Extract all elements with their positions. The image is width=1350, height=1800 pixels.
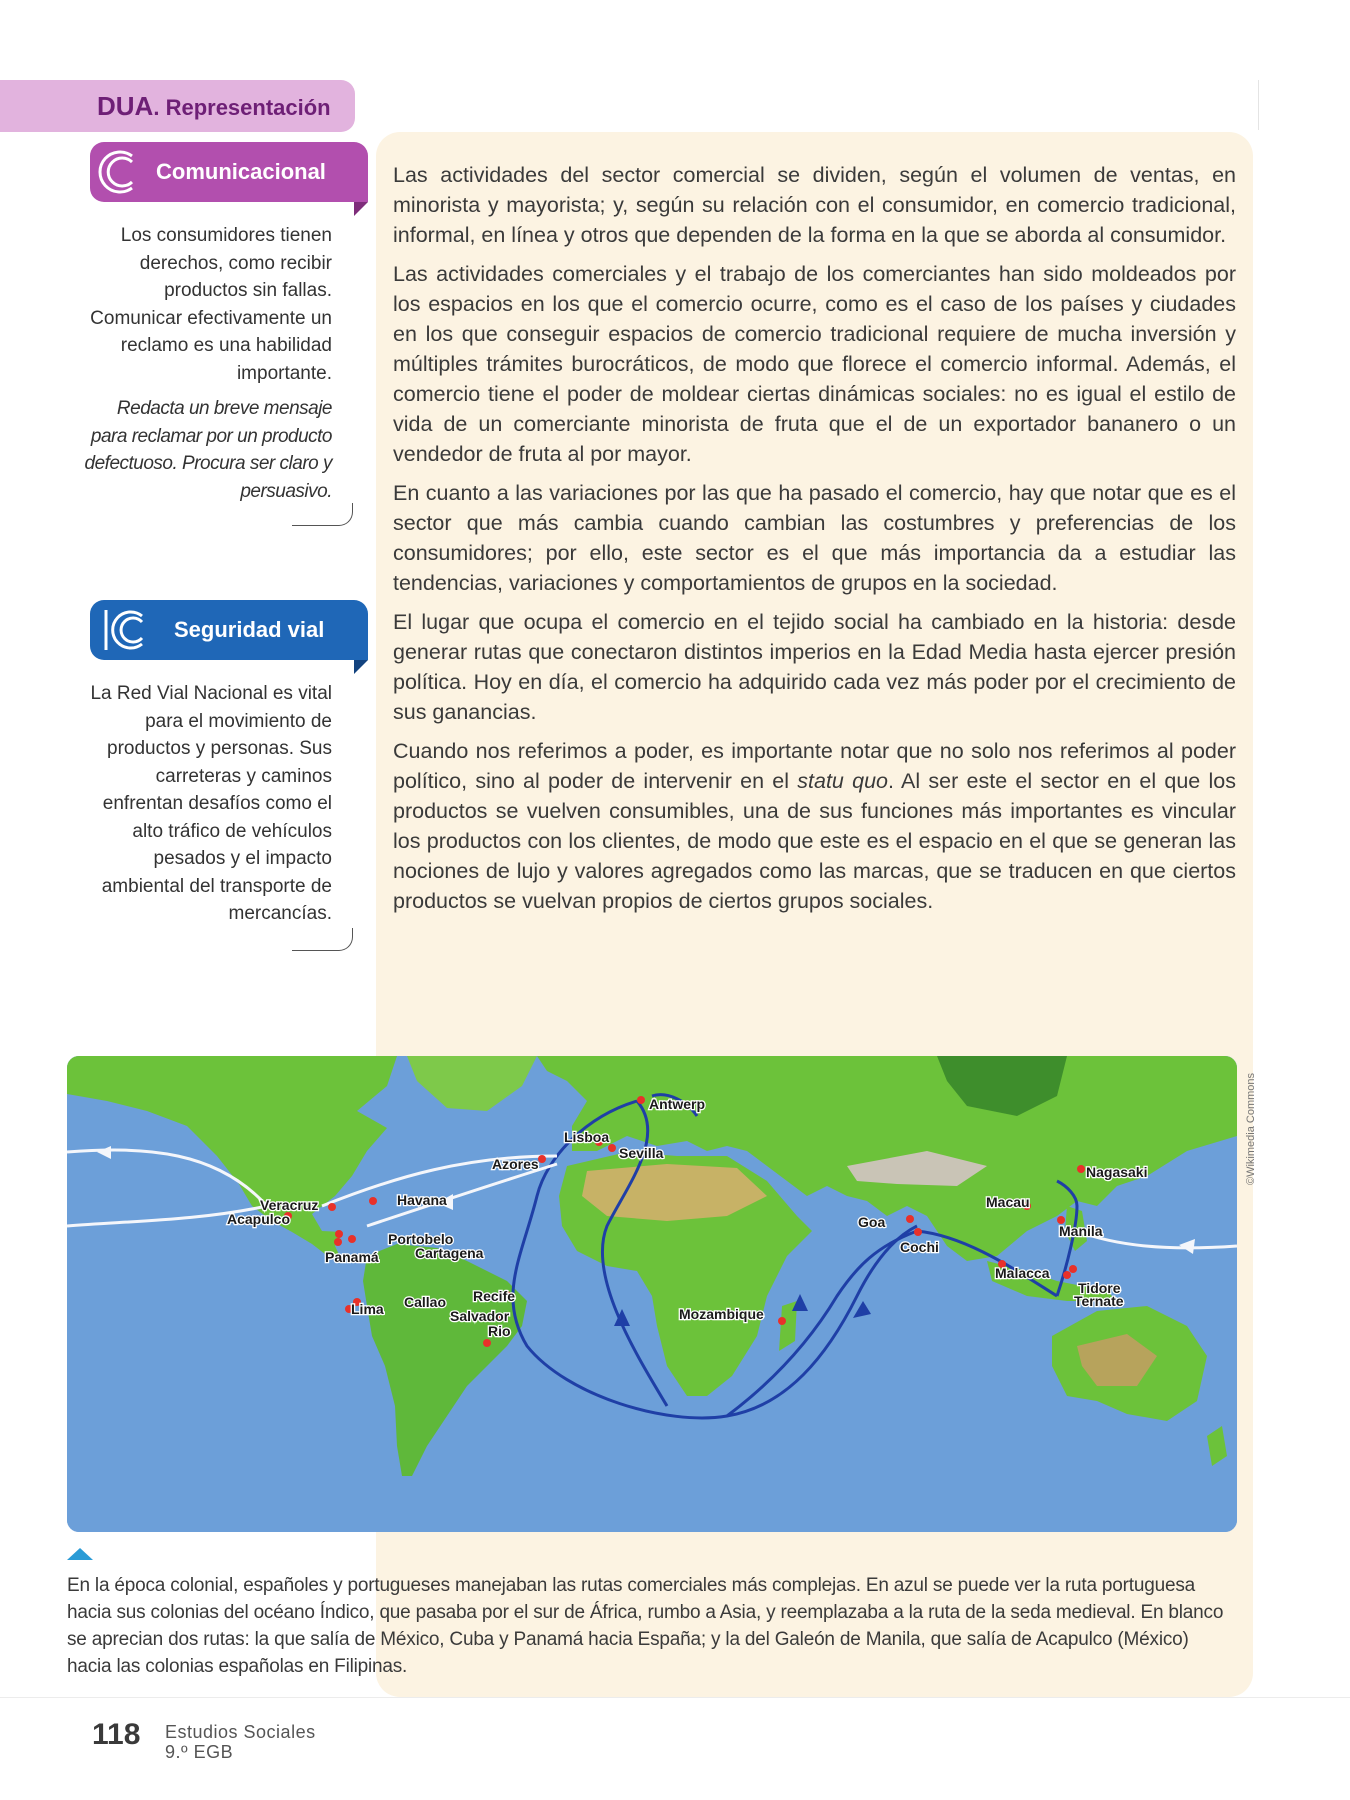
seguridad-vial-text [80,680,332,928]
seguridad-vial-emblem-icon [92,600,150,660]
port-mozambique [778,1317,786,1325]
paragraph-4: El lugar que ocupa el comercio en el tejido social ha cambiado en la historia: desde generar rutas que conectaron distintos imperios en la Edad Media hasta ejercer presión política. Hoy en día, el comercio ha adquirido cada vez más poder por el crecimiento de sus ganancias. [393,610,1236,724]
seguridad-vial-bracket-line [292,928,353,951]
paragraph-3: En cuanto a las variaciones por las que ha pasado el comercio, hay que notar que es el sector que más cambia cuando cambian las costumbres y preferencias de los consumidores; por ello, este sector es el que más importancia da a estudiar las tendencias, variaciones y comportamientos de grupos en la sociedad. [393,481,1236,595]
port-goa [906,1215,914,1223]
comunicacional-badge [90,142,368,202]
label-goa: Goa [858,1214,886,1230]
port-antwerp [637,1096,645,1104]
page-number: 118 [92,1718,141,1751]
label-cochi: Cochi [900,1239,939,1255]
port-cochi [914,1228,922,1236]
paragraph-1: Las actividades del sector comercial se dividen, según el volumen de ventas, en minorista y mayorista; y, según su relación con el consumidor, en comercio tradicional, informal, en línea y otros que dependen de la forma en la que se aborda al consumidor. [393,163,1236,247]
label-ternate: Ternate [1074,1293,1124,1309]
statu-quo-term: statu quo [797,769,889,793]
comunicacional-text [80,222,332,505]
paragraph-2: Las actividades comerciales y el trabajo de los comerciantes han sido moldeados por los espacios en los que el comercio ocurre, como es el caso de los países y ciudades en los que conseguir espacios de comercio tradicional requiere de mucha inversión y múltiples trámites burocráticos, de modo que florece el comercio informal. Además, el comercio tiene el poder de moldear ciertas dinámicas sociales: no es igual el estilo de vida de un comerciante minorista de fruta que el de un exportador bananero o un vendedor de fruta al por mayor. [393,262,1236,466]
paragraph-5 [393,736,1236,916]
label-tidore: Tidore [1078,1280,1121,1296]
comunicacional-title: Comunicacional [156,159,326,184]
caption-marker-icon [67,1548,93,1560]
paragraph-5-end: . Al ser este el sector en el que los productos se vuelven consumibles, una de sus funciones más importantes es vincular los productos con los clientes, de modo que este es el espacio en el que se generan las nociones de lujo y valores agregados como las marcas, que se traducen en que ciertos productos se vuelvan propios de ciertos grupos sociales. [393,769,1236,913]
port-veracruz [328,1203,336,1211]
label-panama: Panamá [325,1249,379,1265]
label-lisboa: Lisboa [564,1129,610,1145]
label-mozambique: Mozambique [679,1306,764,1322]
seguridad-vial-paragraph: La Red Vial Nacional es vital para el movimiento de productos y personas. Sus carreteras y caminos enfrentan desafíos como el alto tráfico de vehículos pesados y el impacto ambiental del transporte de mercancías. [90,683,332,924]
image-credit-text: ©Wikimedia Commons [1245,1072,1257,1185]
footer-subject [165,1722,316,1762]
label-acapulco: Acapulco [227,1211,291,1227]
footer-rule [0,1697,1350,1698]
label-rio: Rio [488,1323,511,1339]
label-portobelo: Portobelo [388,1231,454,1247]
grade-label: 9.º EGB [165,1742,234,1762]
label-veracruz: Veracruz [260,1197,319,1213]
port-ternate [1063,1271,1071,1279]
seguridad-vial-badge-fold [354,660,368,674]
port-azores [538,1155,546,1163]
port-havana [369,1197,377,1205]
subject-name: Estudios Sociales [165,1722,316,1742]
label-macau: Macau [986,1194,1030,1210]
label-nagasaki: Nagasaki [1086,1164,1148,1180]
label-callao: Callao [404,1294,447,1310]
label-recife: Recife [473,1288,516,1304]
label-azores: Azores [492,1156,539,1172]
comunicacional-paragraph: Los consumidores tienen derechos, como recibir productos sin fallas. Comunicar efectivamente un reclamo es una habilidad importante. [90,225,332,384]
main-body-text [393,160,1236,925]
seguridad-vial-badge [90,600,368,660]
dua-suffix: . Representación [153,95,331,120]
image-credit [1232,1050,1292,1190]
port-tidore [1069,1265,1077,1273]
label-malacca: Malacca [995,1265,1050,1281]
port-rio [483,1339,491,1347]
label-salvador: Salvador [450,1308,510,1324]
port-cartagena [348,1235,356,1243]
port-panama [334,1238,342,1246]
comunicacional-activity: Redacta un breve mensaje para reclamar por un producto defectuoso. Procura ser claro y persuasivo. [84,398,332,502]
top-right-rule [1258,80,1259,130]
label-havana: Havana [397,1192,447,1208]
label-manila: Manila [1059,1223,1103,1239]
port-portobelo [335,1230,343,1238]
dua-label: DUA [97,91,154,121]
paragraph-5-start: Cuando nos referimos a poder, es importante notar que no solo nos referimos al poder político, sino al poder de intervenir en el [393,739,1236,793]
port-sevilla [608,1144,616,1152]
port-nagasaki [1077,1165,1085,1173]
label-antwerp: Antwerp [649,1096,705,1112]
label-lima: Lima [351,1301,384,1317]
label-sevilla: Sevilla [619,1145,664,1161]
world-map-svg [67,1056,1237,1532]
comunicacional-bracket-line [292,503,353,526]
map-caption-text: En la época colonial, españoles y portugueses manejaban las rutas comerciales más complejas. En azul se puede ver la ruta portuguesa hacia sus colonias del océano Índico, que pasaba por el sur de África, rumbo a Asia, y reemplazaba a la ruta de la seda medieval. En blanco se aprecian dos rutas: la que salía de México, Cuba y Panamá hacia España; y la del Galeón de Manila, que salía de Acapulco (México) hacia las colonias españolas en Filipinas. [67,1575,1224,1677]
label-cartagena: Cartagena [415,1245,484,1261]
dua-header-tab [0,80,355,132]
comunicacional-badge-fold [354,202,368,216]
trade-routes-map [67,1056,1237,1532]
seguridad-vial-title: Seguridad vial [174,617,325,642]
comunicacional-emblem-icon [92,142,150,202]
map-caption [67,1572,1237,1680]
